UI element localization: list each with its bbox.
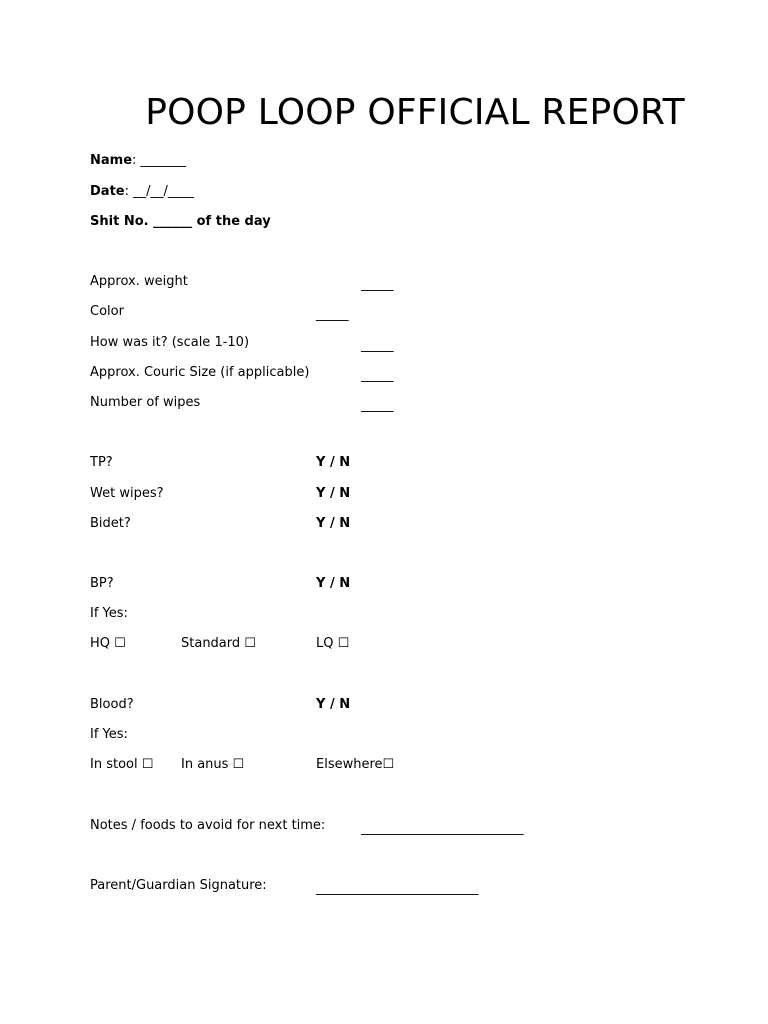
shit-number-field[interactable]: Shit No. ______ of the day <box>90 214 271 229</box>
date-field[interactable] <box>90 184 194 200</box>
bidet-answer[interactable]: Y / N <box>316 516 351 531</box>
blood-if-yes-label: If Yes: <box>90 727 128 742</box>
blood-label: Blood? <box>90 697 134 712</box>
rating-blank[interactable]: _____ <box>361 338 394 353</box>
bp-option-standard-checkbox[interactable]: Standard ☐ <box>181 636 256 651</box>
tp-label: TP? <box>90 455 113 470</box>
blood-answer[interactable]: Y / N <box>316 697 351 712</box>
date-blank: : __/__/____ <box>124 184 194 199</box>
tp-answer[interactable]: Y / N <box>316 455 351 470</box>
notes-blank[interactable]: _________________________ <box>361 821 524 836</box>
date-label: Date <box>90 184 125 199</box>
bp-option-lq-checkbox[interactable]: LQ ☐ <box>316 636 350 651</box>
bidet-label: Bidet? <box>90 516 131 531</box>
report-title: POOP LOOP OFFICIAL REPORT <box>145 92 685 133</box>
couric-size-label: Approx. Couric Size (if applicable) <box>90 365 310 380</box>
color-blank[interactable]: _____ <box>316 307 349 322</box>
rating-label: How was it? (scale 1-10) <box>90 335 250 350</box>
bp-option-hq-checkbox[interactable]: HQ ☐ <box>90 636 126 651</box>
wet-wipes-answer[interactable]: Y / N <box>316 486 351 501</box>
bp-if-yes-label: If Yes: <box>90 606 128 621</box>
wipes-label: Number of wipes <box>90 395 201 410</box>
wet-wipes-label: Wet wipes? <box>90 486 164 501</box>
bp-label: BP? <box>90 576 114 591</box>
blood-option-anus-checkbox[interactable]: In anus ☐ <box>181 757 245 772</box>
signature-label: Parent/Guardian Signature: <box>90 878 267 893</box>
weight-label: Approx. weight <box>90 274 188 289</box>
color-label: Color <box>90 304 124 319</box>
name-field[interactable] <box>90 153 186 169</box>
name-blank: : _______ <box>132 153 187 168</box>
notes-label: Notes / foods to avoid for next time: <box>90 818 326 833</box>
wipes-blank[interactable]: _____ <box>361 398 394 413</box>
blood-option-stool-checkbox[interactable]: In stool ☐ <box>90 757 154 772</box>
weight-blank[interactable]: _____ <box>361 277 394 292</box>
signature-blank[interactable]: _________________________ <box>316 881 479 896</box>
bp-answer[interactable]: Y / N <box>316 576 351 591</box>
couric-size-blank[interactable]: _____ <box>361 368 394 383</box>
name-label: Name <box>90 153 133 168</box>
blood-option-elsewhere-checkbox[interactable]: Elsewhere☐ <box>316 757 395 772</box>
